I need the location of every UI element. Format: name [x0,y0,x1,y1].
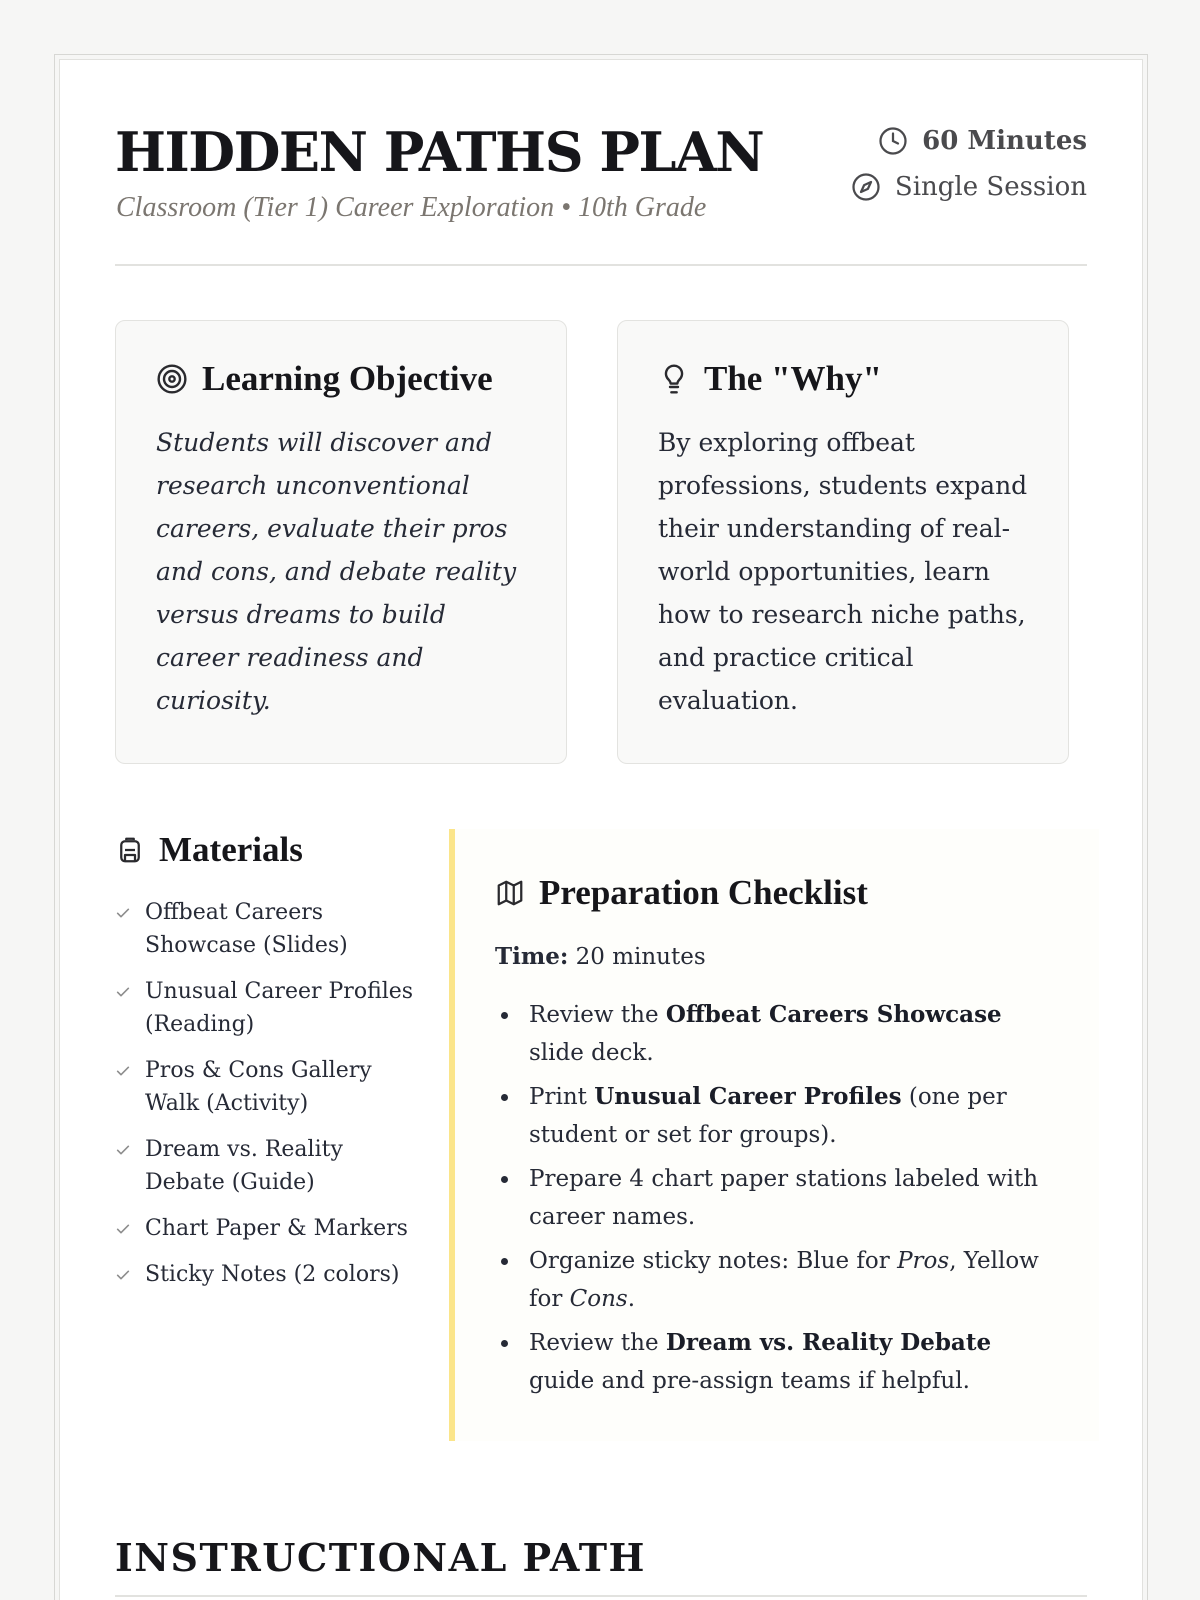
material-label: Pros & Cons Gallery Walk (Activity) [145,1058,372,1116]
session-row [851,164,1087,210]
page-subtitle: Classroom (Tier 1) Career Exploration • 10th Grade [116,192,707,223]
check-icon [115,1221,131,1237]
target-icon [156,363,188,395]
prep-heading [495,873,1059,913]
why-card [617,320,1069,764]
why-text: By exploring offbeat professions, students expand their understanding of real-world opportunities, learn how to research niche paths, and practice critical evaluation. [658,428,1028,715]
lightbulb-icon [658,363,690,395]
check-icon [115,1142,131,1158]
map-icon [495,878,525,908]
why-heading [658,359,1028,399]
list-item [115,1133,415,1199]
why-title: The "Why" [704,359,882,398]
list-item: Review the Offbeat Careers Showcase slide deck. [495,996,1059,1072]
list-item [115,975,415,1041]
learning-objective-title: Learning Objective [202,359,493,398]
materials-heading [115,830,415,870]
learning-objective-text: Students will discover and research unconventional careers, evaluate their pros and cons, and debate reality versus dreams to build career readiness and curiosity. [156,428,517,715]
prep-list [495,996,1059,1400]
prep-time [495,943,1059,970]
session-text: Single Session [894,172,1087,202]
lesson-plan-sheet [59,59,1143,1600]
check-icon [115,984,131,1000]
check-icon [115,1063,131,1079]
compass-icon [851,172,881,202]
page-title: HIDDEN PATHS PLAN [115,120,764,184]
preparation-checklist-section [449,829,1099,1441]
page-frame [54,54,1148,1600]
materials-list [115,896,415,1291]
list-item: Organize sticky notes: Blue for Pros, Yellow for Cons. [495,1242,1059,1318]
materials-section [115,830,415,1304]
list-item [115,1258,415,1291]
list-item: Prepare 4 chart paper stations labeled with career names. [495,1160,1059,1236]
duration-text: 60 Minutes [922,126,1087,156]
check-icon [115,905,131,921]
list-item [115,896,415,962]
duration-row [851,118,1087,164]
material-label: Offbeat Careers Showcase (Slides) [145,900,348,958]
instructional-path-heading: INSTRUCTIONAL PATH [115,1535,646,1580]
list-item [115,1212,415,1245]
meta-info [851,118,1087,210]
list-item: Review the Dream vs. Reality Debate guide and pre-assign teams if helpful. [495,1324,1059,1400]
list-item [115,1054,415,1120]
prep-time-value: 20 minutes [575,944,706,970]
material-label: Chart Paper & Markers [145,1216,408,1241]
backpack-icon [115,835,145,865]
list-item: Print Unusual Career Profiles (one per student or set for groups). [495,1078,1059,1154]
material-label: Dream vs. Reality Debate (Guide) [145,1137,343,1195]
check-icon [115,1267,131,1283]
instructional-path-divider [115,1595,1087,1597]
material-label: Unusual Career Profiles (Reading) [145,979,414,1037]
prep-title: Preparation Checklist [539,873,868,912]
header-divider [115,264,1087,266]
learning-objective-heading [156,359,526,399]
materials-title: Materials [159,830,303,869]
clock-icon [878,126,908,156]
material-label: Sticky Notes (2 colors) [145,1262,400,1287]
learning-objective-card [115,320,567,764]
prep-time-label: Time: [495,943,569,970]
